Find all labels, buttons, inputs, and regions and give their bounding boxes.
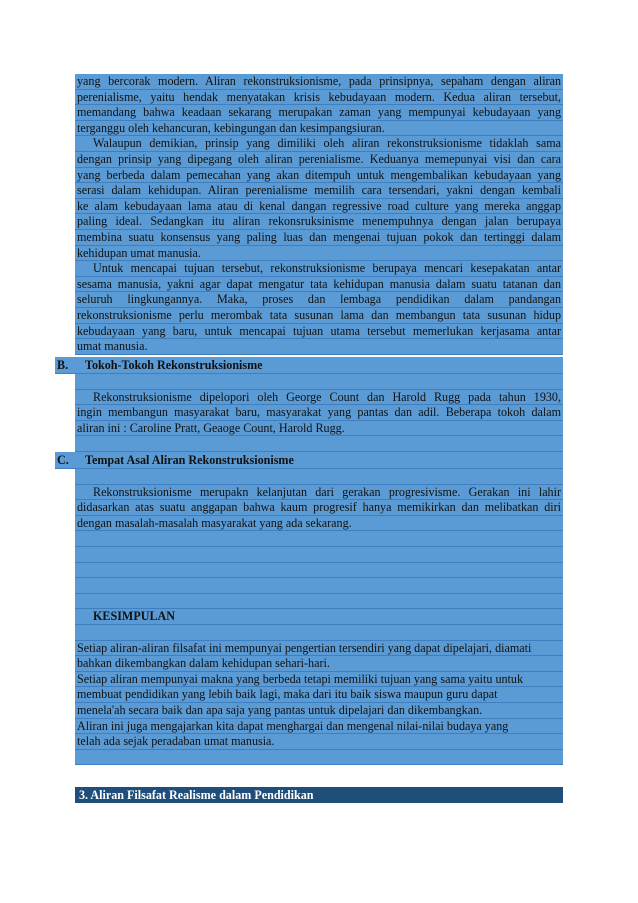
next-section-heading: 3. Aliran Filsafat Realisme dalam Pendidikan xyxy=(75,787,563,803)
text-line: Aliran ini juga mengajarkan kita dapat menghargai dan mengenal nilai-nilai budaya yang xyxy=(75,719,563,735)
blank-line xyxy=(75,578,563,594)
text-line: sesama manusia, yakni agar dapat mengatur tata kehidupan manusia dalam suatu tatanan dan xyxy=(77,276,561,291)
section-title: Tokoh-Tokoh Rekonstruksionisme xyxy=(85,358,263,372)
text-line: Untuk mencapai tujuan tersebut, rekonstruksionisme berupaya mencari kesepakatan antar xyxy=(75,261,563,277)
text-line: Setiap aliran mempunyai makna yang berbeda tetapi memiliki tujuan yang sama yaitu untuk xyxy=(75,672,563,688)
text-line: yang bercorak modern. Aliran rekonstruksionisme, pada prinsipnya, sepaham dengan aliran xyxy=(77,74,561,88)
body-block-1 xyxy=(75,74,563,355)
text-line: memandang bahwa keadaan sekarang merupakan zaman yang mempunyai kebudayaan yang xyxy=(77,105,561,120)
text-line: didasarkan atas suatu anggapan bahwa kaum progresif hanya memikirkan dan melibatkan diri xyxy=(77,500,561,515)
blank-line xyxy=(75,469,563,485)
text-line: membuat pendidikan yang lebih baik lagi, maka dari itu baik siswa maupun guru dapat xyxy=(75,687,563,703)
blank-line xyxy=(75,547,563,563)
section-c-body xyxy=(75,469,563,765)
section-b-body xyxy=(75,374,563,452)
blank-line xyxy=(75,436,563,452)
text-line: Rekonstruksionisme dipelopori oleh George Count dan Harold Rugg pada tahun 1930, xyxy=(75,390,563,406)
section-number: B. xyxy=(57,358,69,372)
text-line: ke alam kebudayaan lama atau di kenal dangan regressive road culture yang mereka anggap xyxy=(77,198,561,213)
section-heading-c xyxy=(55,452,563,469)
section-number: C. xyxy=(57,453,69,467)
text-line: perenialisme, yaitu hendak menyatakan krisis kebudayaan modern. Kedua aliran tersebut, xyxy=(77,89,561,104)
text-line: dengan masalah-masalah masyarakat yang ada sekarang. xyxy=(75,516,563,532)
text-line: umat manusia. xyxy=(75,339,563,355)
text-line: seluruh lingkungannya. Maka, proses dan lembaga pendidikan dalam pandangan xyxy=(77,292,561,307)
text-line: kehidupan umat manusia. xyxy=(75,246,563,262)
text-line: ingin membangun masyarakat baru, masyarakat yang pantas dan adil. Beberapa tokoh dalam xyxy=(77,405,561,420)
conclusion-heading: KESIMPULAN xyxy=(75,609,563,625)
section-heading-b xyxy=(55,357,563,374)
blank-line xyxy=(75,750,563,766)
text-line: menela'ah secara baik dan apa saja yang pantas untuk dipelajari dan dikembangkan. xyxy=(75,703,563,719)
blank-line xyxy=(75,531,563,547)
text-line: Setiap aliran-aliran filsafat ini mempunyai pengertian tersendiri yang dapat dipelajari, diamati xyxy=(75,641,563,657)
text-line: aliran ini : Caroline Pratt, Geaoge Count, Harold Rugg. xyxy=(75,421,563,437)
text-line: rekonstruksionisme perlu merombak tata susunan lama dan membangun tata susunan hidup xyxy=(77,307,561,322)
blank-line xyxy=(75,594,563,610)
section-title: Tempat Asal Aliran Rekonstruksionisme xyxy=(85,453,294,467)
blank-line xyxy=(75,374,563,390)
text-line: bahkan dikembangkan dalam kehidupan sehari-hari. xyxy=(75,656,563,672)
text-line: Rekonstruksionisme merupakn kelanjutan dari gerakan progresivisme. Gerakan ini lahir xyxy=(75,485,563,501)
text-line: membina suatu konsensus yang paling luas dan mengenai tujuan pokok dan tertinggi dalam xyxy=(77,229,561,244)
text-line: paling ideal. Sedangkan itu aliran rekonsruksinisme menempuhnya dengan jalan berupaya xyxy=(77,214,561,229)
text-line: serasi dalam kehidupan. Aliran perenialisme memilih cara tersendari, yakni dengan kembali xyxy=(77,183,561,198)
text-line: dengan prinsip yang dipegang oleh aliran perenialisme. Keduanya memepunyai visi dan cara xyxy=(77,151,561,166)
blank-line xyxy=(75,625,563,641)
text-line: kebudayaan yang baru, untuk mencapai tujuan utama tersebut memerlukan kerjasama antar xyxy=(77,323,561,338)
text-line: yang berbeda dalam pemecahan yang akan ditempuh untuk mengembalikan kebudayaan yang xyxy=(77,167,561,182)
blank-line xyxy=(75,563,563,579)
text-line: terganggu oleh kehancuran, kebingungan dan kesimpangsiuran. xyxy=(75,121,563,137)
text-line: telah ada sejak peradaban umat manusia. xyxy=(75,734,563,750)
text-line: Walaupun demikian, prinsip yang dimiliki oleh aliran rekonstruksionisme tidaklah sama xyxy=(75,136,563,152)
